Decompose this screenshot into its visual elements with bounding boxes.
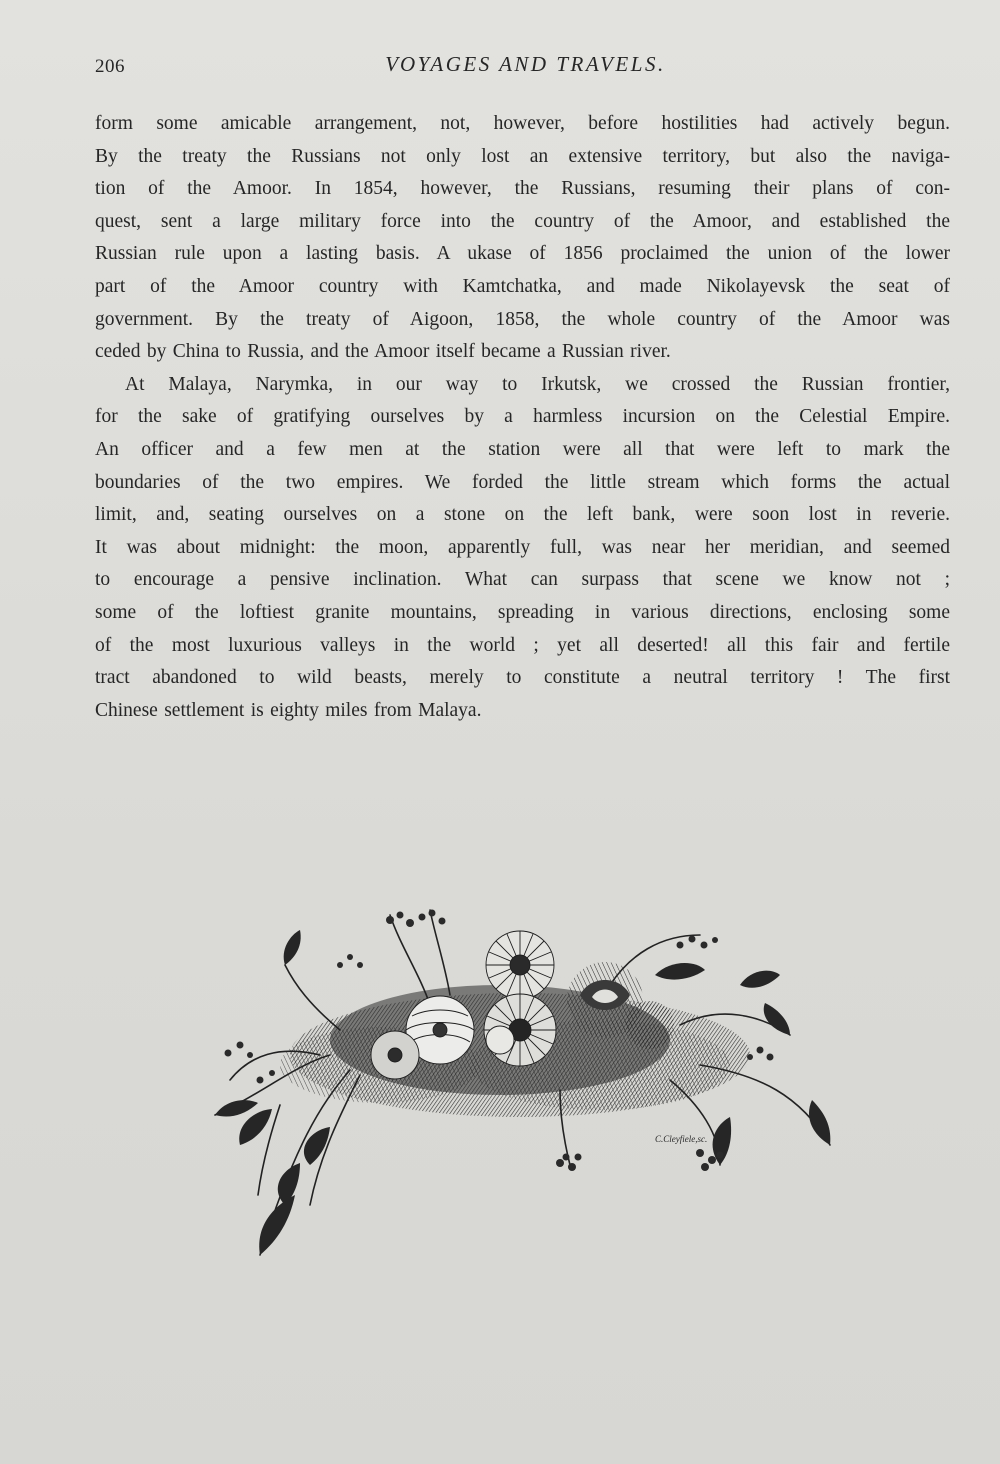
text-line: By the treaty the Russians not only lost an extensive territory, but also the naviga- [95, 145, 950, 167]
text-line: part of the Amoor country with Kamtchatka, and made Nikolayevsk the seat of [95, 275, 950, 297]
text-line: boundaries of the two empires. We forded the little stream which forms the actual [95, 471, 950, 493]
text-line: to encourage a pensive inclination. What can surpass that scene we know not ; [95, 569, 950, 591]
text-line: limit, and, seating ourselves on a stone on the left bank, were soon lost in reverie. [95, 504, 950, 526]
running-title: VOYAGES AND TRAVELS. [385, 52, 666, 76]
text-line: Chinese settlement is eighty miles from Malaya. [95, 699, 482, 721]
text-line: At Malaya, Narymka, in our way to Irkutsk, we crossed the Russian frontier, [125, 373, 950, 395]
running-head [95, 52, 950, 86]
text-line: tion of the Amoor. In 1854, however, the Russians, resuming their plans of con- [95, 178, 950, 200]
text-line: quest, sent a large military force into the country of the Amoor, and established the [95, 210, 950, 232]
text-line: for the sake of gratifying ourselves by a harmless incursion on the Celestial Empire. [95, 406, 950, 428]
text-line: Russian rule upon a lasting basis. A ukase of 1856 proclaimed the union of the lower [95, 243, 950, 265]
text-line: some of the loftiest granite mountains, spreading in various directions, enclosing some [95, 601, 950, 623]
text-line: tract abandoned to wild beasts, merely to constitute a neutral territory ! The first [95, 667, 950, 689]
paragraph-1 [95, 108, 950, 369]
text-line: government. By the treaty of Aigoon, 1858, the whole country of the Amoor was [95, 308, 950, 330]
page-number: 206 [95, 56, 125, 77]
floral-tailpiece-illustration [200, 905, 840, 1265]
text-line: of the most luxurious valleys in the world ; yet all deserted! all this fair and fertile [95, 634, 950, 656]
text-line: ceded by China to Russia, and the Amoor itself became a Russian river. [95, 341, 671, 363]
text-line: It was about midnight: the moon, apparently full, was near her meridian, and seemed [95, 536, 950, 558]
text-line: form some amicable arrangement, not, however, before hostilities had actively begun. [95, 113, 950, 134]
engraver-signature: C.Cleyfiele,sc. [655, 1134, 708, 1144]
text-line: An officer and a few men at the station were all that were left to mark the [95, 438, 950, 460]
paragraph-2 [95, 369, 950, 728]
body-text [95, 108, 950, 727]
